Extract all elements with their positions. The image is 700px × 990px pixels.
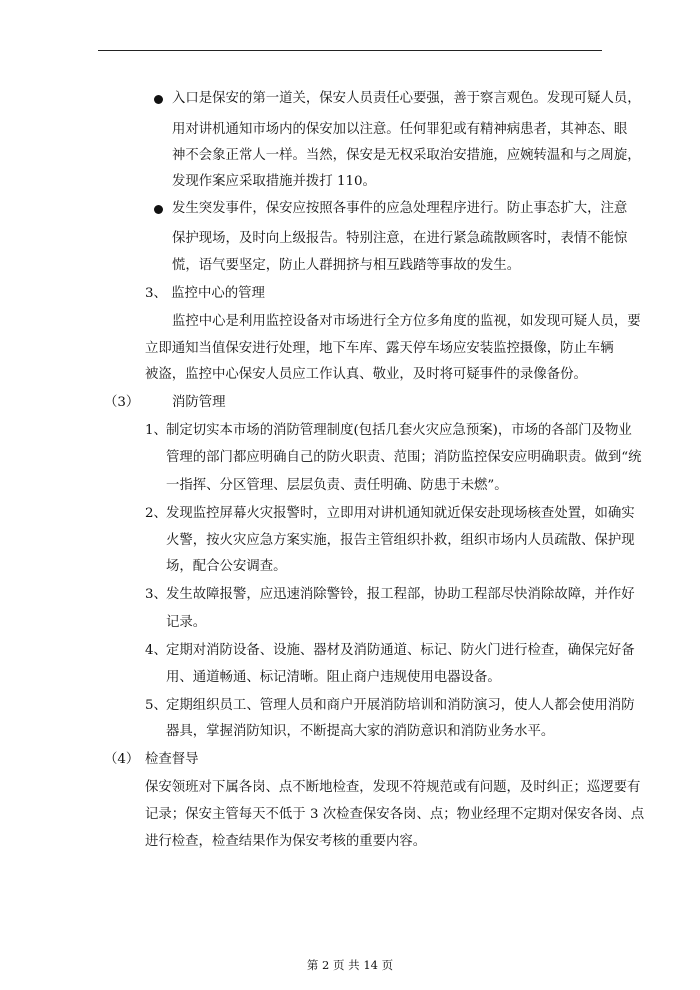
page-footer: 第 2 页 共 14 页: [306, 958, 394, 972]
body-line: 入口是保安的第一道关，保安人员责任心要强，善于察言观色。发现可疑人员，: [172, 91, 641, 106]
body-line: 进行检查，检查结果作为保安考核的重要内容。: [145, 834, 427, 849]
body-line: 记录。: [166, 615, 207, 630]
body-line: 用、通道畅通、标记清晰。阻止商户违规使用电器设备。: [166, 670, 501, 685]
bullet-dot-icon: [154, 205, 163, 214]
bullet-dot-icon: [154, 95, 163, 104]
body-line: 监控中心是利用监控设备对市场进行全方位多角度的监视，如发现可疑人员，要: [172, 314, 641, 329]
body-line: 定期组织员工、管理人员和商户开展消防培训和消防演习，使人人都会使用消防: [166, 698, 635, 713]
section-heading: 消防管理: [172, 395, 226, 410]
body-line: 发生故障报警，应迅速消除警铃，报工程部，协助工程部尽快消除故障，并作好: [166, 587, 635, 602]
body-line: 用对讲机通知市场内的保安加以注意。任何罪犯或有精神病患者，其神态、眼: [172, 122, 628, 137]
body-line: 定期对消防设备、设施、器材及消防通道、标记、防火门进行检查，确保完好备: [166, 643, 635, 658]
body-line: 管理的部门都应明确自己的防火职责、范围；消防监控保安应明确职责。做到“统: [166, 450, 642, 465]
body-line: 慌，语气要坚定，防止人群拥挤与相互践踏等事故的发生。: [172, 258, 521, 273]
item-number: 5、: [145, 698, 167, 713]
body-line: 保护现场，及时向上级报告。特别注意，在进行紧急疏散顾客时，表情不能惊: [172, 231, 628, 246]
section-number: （3）: [104, 395, 140, 410]
item-number: 1、: [145, 423, 167, 438]
body-line: 记录；保安主管每天不低于 3 次检查保安各岗、点；物业经理不定期对保安各岗、点: [145, 807, 645, 822]
body-line: 发现监控屏幕火灾报警时，立即用对讲机通知就近保安赴现场核查处置，如确实: [166, 506, 635, 521]
body-line: 发生突发事件，保安应按照各事件的应急处理程序进行。防止事态扩大，注意: [172, 201, 628, 216]
body-line: 立即通知当值保安进行处理，地下车库、露天停车场应安装监控摄像，防止车辆: [145, 341, 614, 356]
body-line: 保安领班对下属各岗、点不断地检查，发现不符规范或有问题，及时纠正；巡逻要有: [145, 780, 641, 795]
body-line: 被盗，监控中心保安人员应工作认真、敬业，及时将可疑事件的录像备份。: [145, 367, 587, 382]
item-number: 2、: [145, 506, 167, 521]
body-line: 场，配合公安调查。: [166, 559, 287, 574]
body-line: 火警，按火灾应急方案实施，报告主管组织扑救，组织市场内人员疏散、保护现: [166, 533, 635, 548]
body-line: 神不会象正常人一样。当然，保安是无权采取治安措施，应婉转温和与之周旋，: [172, 148, 641, 163]
section-heading: 检查督导: [145, 752, 199, 767]
header-rule: [98, 50, 602, 51]
item-number: 3、: [145, 587, 167, 602]
section-number: （4）: [104, 752, 140, 767]
body-line: 器具，掌握消防知识，不断提高大家的消防意识和消防业务水平。: [166, 724, 555, 739]
body-line: 发现作案应采取措施并拨打 110。: [172, 174, 376, 189]
section-heading: 3、 监控中心的管理: [145, 286, 265, 301]
item-number: 4、: [145, 643, 167, 658]
body-line: 一指挥、分区管理、层层负责、责任明确、防患于未燃”。: [166, 478, 508, 493]
body-line: 制定切实本市场的消防管理制度(包括几套火灾应急预案)，市场的各部门及物业: [166, 423, 632, 438]
